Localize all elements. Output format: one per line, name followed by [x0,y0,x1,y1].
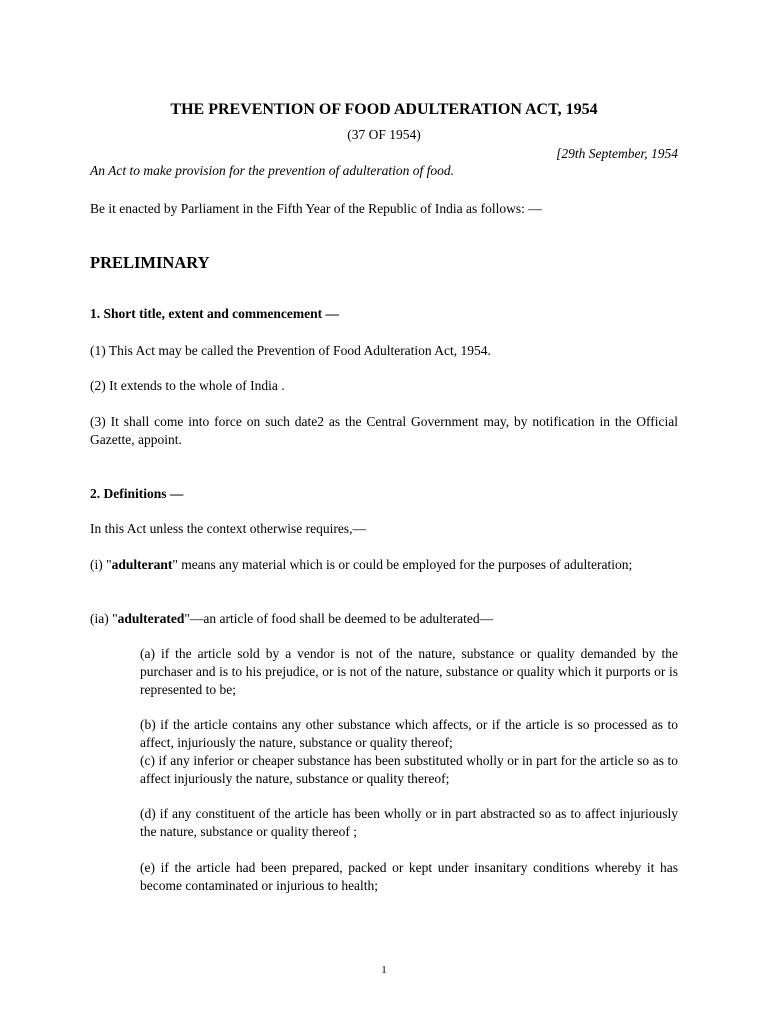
definition-ia-term: adulterated [117,611,185,626]
part-heading: PRELIMINARY [90,253,210,272]
act-number: (37 OF 1954) [347,127,421,142]
clause-d: (d) if any constituent of the article has been wholly or in part abstracted so as to affect injuriously the nature, substance or quality thereof ; [140,806,678,839]
definition-ia-prefix: (ia) " [90,611,118,626]
enactment-clause: Be it enacted by Parliament in the Fifth Year of the Republic of India as follows: — [90,201,542,216]
section-1-subsection-1: (1) This Act may be called the Prevention of Food Adulteration Act, 1954. [90,343,491,358]
preamble: An Act to make provision for the prevention of adulteration of food. [90,163,454,178]
clause-e: (e) if the article had been prepared, packed or kept under insanitary conditions whereby it has become contaminated or injurious to health; [140,860,678,893]
act-date: [29th September, 1954 [556,146,678,161]
act-title: THE PREVENTION OF FOOD ADULTERATION ACT, 1954 [170,101,598,118]
definition-i-term: adulterant [111,557,173,572]
definition-i-prefix: (i) " [90,557,112,572]
section-1-subsection-2: (2) It extends to the whole of India . [90,378,285,393]
definition-i-text: " means any material which is or could be employed for the purposes of adulteration; [172,557,633,572]
section-2-intro: In this Act unless the context otherwise requires,— [90,521,366,536]
section-2-heading: 2. Definitions — [90,486,184,501]
clause-c: (c) if any inferior or cheaper substance has been substituted wholly or in part for the article so as to affect injuriously the nature, substance or quality thereof; [140,753,678,786]
clause-a: (a) if the article sold by a vendor is not of the nature, substance or quality demanded by the purchaser and is to his prejudice, or is not of the nature, substance or quality which it purports or is represented to be; [140,646,678,697]
clause-b: (b) if the article contains any other substance which affects, or if the article is so processed as to affect, injuriously the nature, substance or quality thereof; [140,717,678,750]
definition-i [90,556,678,574]
section-1-heading: 1. Short title, extent and commencement — [90,306,339,321]
definition-ia-text: "—an article of food shall be deemed to be adulterated— [184,611,494,626]
section-1-subsection-3: (3) It shall come into force on such date2 as the Central Government may, by notification in the Official Gazette, appoint. [90,414,678,447]
definition-ia [90,610,678,628]
page-number: 1 [381,964,387,976]
